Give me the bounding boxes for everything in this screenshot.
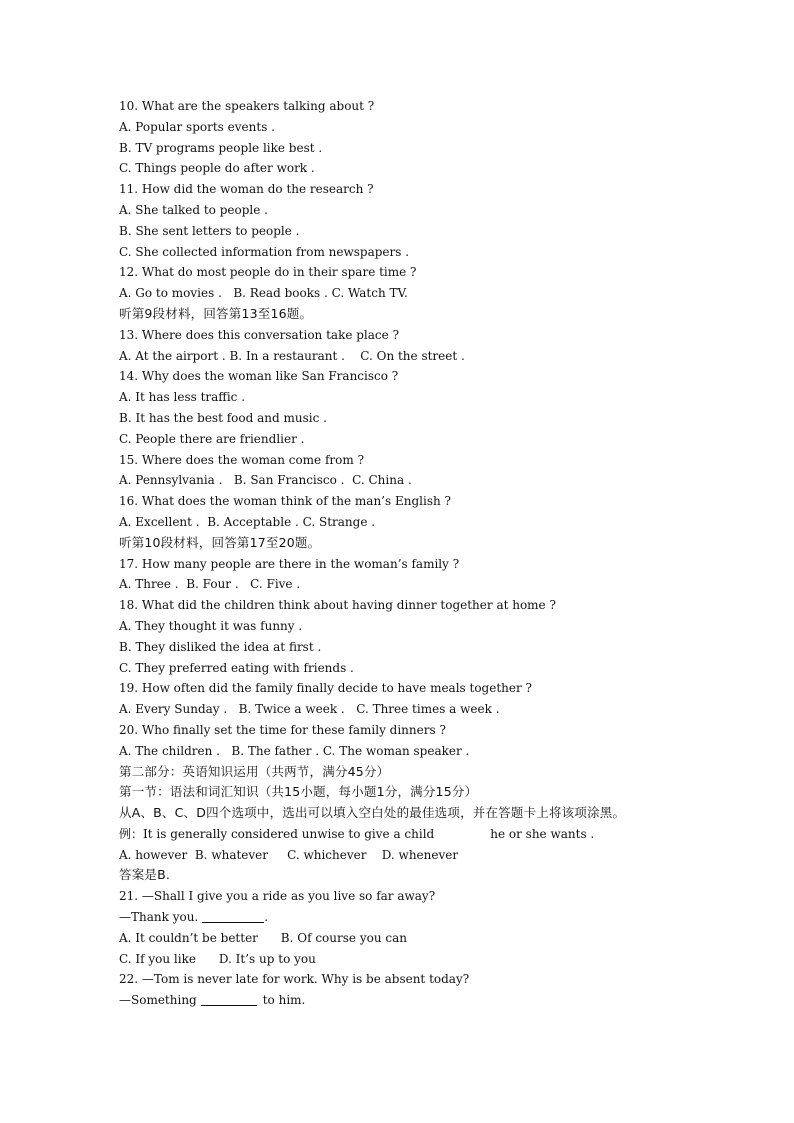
option-line: A. She talked to people . <box>119 202 268 217</box>
section-instruction: 听第10段材料，回答第17至20题。 <box>119 534 321 550</box>
question-16: 16. What does the woman think of the man’s English ? <box>119 494 451 509</box>
option-line: A. Go to movies . B. Read books . C. Watch TV. <box>119 286 408 301</box>
option-line: A. They thought it was funny . <box>119 618 303 633</box>
option-line: C. She collected information from newspapers . <box>119 244 410 259</box>
example-answer: 答案是B. <box>119 867 171 883</box>
question-15: 15. Where does the woman come from ? <box>119 452 365 467</box>
answer-blank <box>201 991 257 1006</box>
option-line: A. Every Sunday . B. Twice a week . C. Three times a week . <box>119 702 500 717</box>
option-line: C. Things people do after work . <box>119 161 315 176</box>
question-22: 22. —Tom is never late for work. Why is be absent today? <box>119 972 470 987</box>
question-10: 10. What are the speakers talking about ? <box>119 99 375 113</box>
option-line: A. The children . B. The father . C. The woman speaker . <box>119 743 470 758</box>
option-line: B. TV programs people like best . <box>119 140 323 155</box>
example-text: 例：It is generally considered unwise to give a child <box>119 826 435 841</box>
dialogue-text-end: . <box>264 910 269 925</box>
question-11: 11. How did the woman do the research ? <box>119 182 374 197</box>
option-line: A. Excellent . B. Acceptable . C. Strange . <box>119 514 376 529</box>
answer-blank <box>202 908 264 923</box>
example-text-end: he or she wants . <box>490 826 595 841</box>
question-14: 14. Why does the woman like San Francisco ? <box>119 369 399 384</box>
example-options: A. however B. whatever C. whichever D. whenever <box>119 847 459 862</box>
dialogue-line <box>119 907 679 928</box>
option-line: C. They preferred eating with friends . <box>119 660 354 675</box>
example-sentence <box>119 824 679 845</box>
option-line: C. If you like D. It’s up to you <box>119 951 316 966</box>
dialogue-text: —Thank you. <box>119 910 199 925</box>
question-20: 20. Who finally set the time for these family dinners ? <box>119 722 446 737</box>
option-line: B. It has the best food and music . <box>119 410 327 425</box>
option-line: C. People there are friendlier . <box>119 431 305 446</box>
option-line: A. It couldn’t be better B. Of course you can <box>119 930 407 945</box>
section-instruction: 听第9段材料，回答第13至16题。 <box>119 305 313 321</box>
question-17: 17. How many people are there in the woman’s family ? <box>119 556 460 571</box>
part-heading: 第二部分：英语知识运用（共两节，满分45分） <box>119 763 390 779</box>
option-line: A. At the airport . B. In a restaurant . C. On the street . <box>119 348 465 363</box>
dialogue-text: —Something <box>119 993 197 1008</box>
dialogue-text-end: to him. <box>262 993 306 1008</box>
exam-content <box>119 96 679 1011</box>
question-13: 13. Where does this conversation take place ? <box>119 327 399 342</box>
question-12: 12. What do most people do in their spare time ? <box>119 265 417 280</box>
instructions: 从A、B、C、D四个选项中，选出可以填入空白处的最佳选项，并在答题卡上将该项涂黑。 <box>119 805 626 821</box>
section-heading: 第一节：语法和词汇知识（共15小题，每小题1分，满分15分） <box>119 784 478 800</box>
option-line: A. It has less traffic . <box>119 390 246 405</box>
dialogue-line <box>119 990 679 1011</box>
option-line: A. Three . B. Four . C. Five . <box>119 577 301 592</box>
question-18: 18. What did the children think about having dinner together at home ? <box>119 598 556 613</box>
option-line: A. Pennsylvania . B. San Francisco . C. China . <box>119 473 412 488</box>
option-line: A. Popular sports events . <box>119 119 275 134</box>
option-line: B. They disliked the idea at first . <box>119 639 322 654</box>
question-19: 19. How often did the family finally decide to have meals together ? <box>119 681 532 696</box>
question-21: 21. —Shall I give you a ride as you live so far away? <box>119 889 436 904</box>
option-line: B. She sent letters to people . <box>119 223 300 238</box>
